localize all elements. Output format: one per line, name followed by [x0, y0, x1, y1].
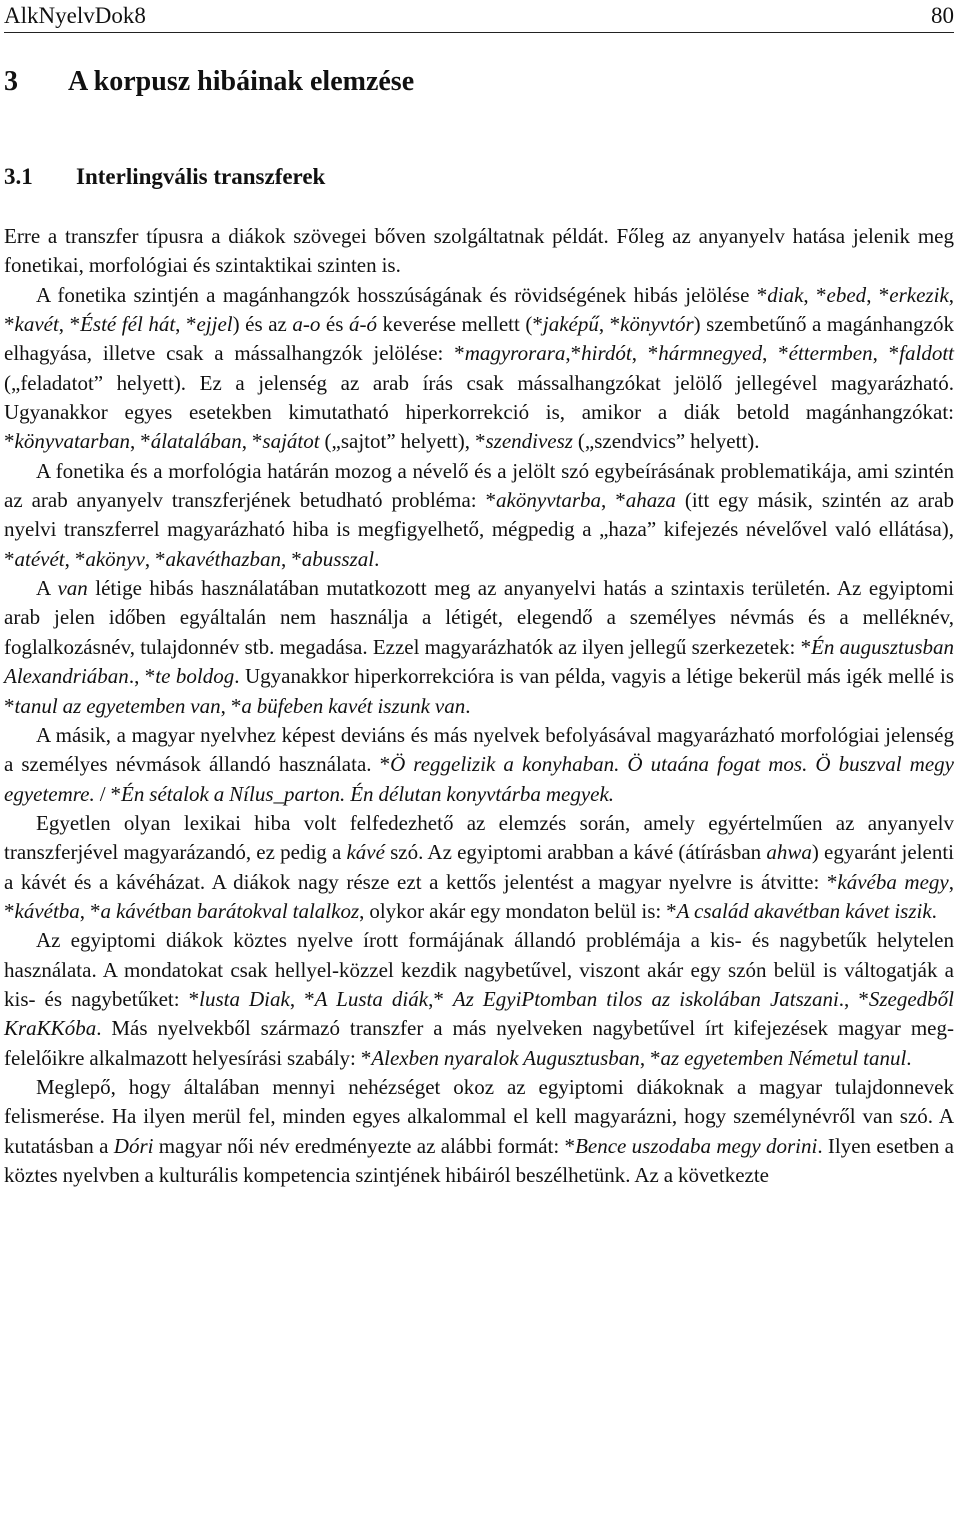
text-run: , * — [175, 312, 197, 337]
text-run: , * — [601, 488, 626, 513]
example-italic: Alexben nyaralok Augusztusban — [371, 1045, 640, 1070]
text-run: magyar női név eredményezte az alábbi formát: * — [153, 1133, 576, 1158]
example-italic: a büfeben kavét iszunk van — [241, 693, 466, 718]
text-run: , * — [762, 341, 789, 366]
example-italic: ahwa — [766, 840, 812, 865]
example-italic: hirdót — [581, 341, 632, 366]
example-italic: Bence uszodaba megy dorini — [575, 1133, 818, 1158]
text-run: , * — [220, 693, 242, 718]
text-run: . Ilyen esetben a köztes nyelvben a kulturális kompetencia szintjének hibáiról beszélhetünk. Az a következte — [4, 1133, 954, 1187]
example-italic: akavéthazban — [165, 546, 281, 571]
text-run: ) és az — [232, 312, 293, 337]
text-run: szó. Az egyiptomi arabban a kávé (átírásban — [384, 840, 767, 865]
text-run: , * — [4, 869, 954, 923]
text-run: ,* — [565, 341, 582, 366]
text-run: , * — [129, 429, 151, 454]
example-italic: szendivesz — [485, 429, 573, 454]
example-italic: Én sétalok a Nílus_parton. Én délutan konyvtárba megyek. — [121, 781, 615, 806]
example-italic: abusszal — [301, 546, 375, 571]
example-italic: van — [57, 576, 88, 601]
paragraph — [4, 457, 954, 574]
example-italic: atévét — [14, 546, 65, 571]
text-run: A fonetika szintjén a magánhangzók hosszúságának és rövidségének hibás jelölése * — [36, 282, 768, 307]
text-run: . — [931, 898, 937, 923]
paragraph — [4, 222, 954, 281]
example-italic: a-o — [292, 312, 321, 337]
text-run: , * — [281, 546, 302, 571]
text-run: A fonetika és a morfológia határán mozog a névelő és a jelölt szó egybeírásának problematikája, ami szintén az arab anyanyelv transzferjének betudható probléma: * — [4, 458, 954, 513]
example-italic: éttermben — [788, 341, 873, 366]
paragraph — [4, 721, 954, 809]
example-italic: Ö reggelizik a konyhaban. Ö utaána fogat mos. Ö buszval megy egyetemre. — [4, 752, 954, 806]
example-italic: a kávétban barátokval talalkoz — [100, 898, 360, 923]
text-run: ., * — [838, 986, 869, 1011]
section-number: 3 — [4, 66, 18, 97]
section-title: A korpusz hibáinak elemzése — [68, 66, 415, 97]
text-run: ,* — [428, 986, 453, 1011]
page-number: 80 — [931, 3, 954, 28]
text-run: ) szembetűnő a magánhangzók elhagyása, illetve csak a mássalhangzók jelölése: * — [4, 312, 955, 366]
text-run: , olykor akár egy mondaton belül is: * — [359, 898, 677, 923]
example-italic: Az EgyiPtomban tilos az iskolában Jatszani — [452, 986, 839, 1011]
example-italic: Én augusztusban Alexandriában — [4, 634, 954, 689]
paragraph — [4, 1073, 954, 1190]
paragraph — [4, 809, 954, 926]
text-run: , * — [872, 341, 900, 366]
text-run: . — [374, 546, 380, 571]
section-heading — [4, 66, 414, 98]
example-italic: akönyvtarba — [496, 488, 602, 513]
example-italic: diak — [767, 282, 804, 307]
text-run: ., * — [128, 664, 156, 689]
example-italic: kávétba — [14, 898, 80, 923]
example-italic: ejjel — [196, 312, 233, 337]
text-run: („szendvics” helyett). — [572, 429, 760, 454]
text-run: A másik, a magyar nyelvhez képest deviáns és más nyelvek befolyásával magyarázható morfológiai jelenség a személyes névmások állandó használata. * — [4, 722, 954, 777]
text-run: , * — [64, 546, 86, 571]
running-header — [4, 0, 954, 33]
example-italic: az egyetemben Németul tanul — [660, 1045, 907, 1070]
example-italic: á-ó — [348, 312, 377, 337]
text-run: , * — [598, 312, 621, 337]
example-italic: álatalában — [150, 429, 242, 454]
text-run: . — [906, 1045, 912, 1070]
example-italic: A család akavétban kávet iszik — [676, 898, 932, 923]
example-italic: Dóri — [113, 1133, 154, 1158]
text-run: , * — [803, 282, 827, 307]
text-run: , * — [144, 546, 166, 571]
paragraph — [4, 281, 954, 457]
text-run: , * — [289, 986, 315, 1011]
example-italic: Ésté fél hát — [80, 312, 176, 337]
example-italic: könyvatarban — [14, 429, 130, 454]
example-italic: kávéba megy — [837, 869, 949, 894]
text-run: ) egyaránt jelenti a kávét és a kávéházat. A diákok nagy része ezt a kettős jelentést a magyar nyelvre is átvitte: * — [4, 840, 955, 894]
text-run: keverése mellett (* — [376, 312, 543, 337]
text-run: Egyetlen olyan lexikai hiba volt felfedezhető az elemzés során, amely egyértelműen az anyanyelv transzferjével magyarázandó, ez pedig a — [4, 810, 954, 865]
text-run: / * — [94, 781, 121, 806]
text-run: és — [320, 312, 349, 337]
paragraph — [4, 926, 954, 1073]
text-run: („feladatot” helyett). Ez a jelenség az arab írás csak mássalhangzókat jelölő jellegével magyarázható. Ugyanakkor egyes esetekben kimutatható hiperkorrekció is, amikor a diák betold magánhangzókat: * — [4, 370, 954, 454]
paragraph — [4, 574, 954, 721]
example-italic: Szegedből KraKKóba — [4, 986, 955, 1041]
example-italic: könyvtór — [620, 312, 694, 337]
text-run: . — [465, 693, 471, 718]
example-italic: sajátot — [262, 429, 320, 454]
example-italic: A Lusta diák — [314, 986, 429, 1011]
example-italic: hármnegyed — [658, 341, 763, 366]
subsection-heading — [4, 164, 325, 190]
text-run: . Más nyelvekből származó transzfer a más nyelveken nagybetűvel írt kifejezések magyar megfelelőikre alkalmazott helyesírási szabály: * — [4, 1016, 954, 1070]
subsection-title: Interlingvális transzferek — [76, 164, 326, 189]
example-italic: te boldog — [155, 664, 235, 689]
text-run: , * — [866, 282, 890, 307]
doc-title: AlkNyelvDok8 — [4, 3, 146, 28]
example-italic: kavét — [14, 312, 59, 337]
example-italic: lusta Diak — [199, 986, 290, 1011]
text-run: , * — [4, 282, 955, 337]
example-italic: ebed — [826, 282, 867, 307]
text-run: , * — [241, 429, 263, 454]
example-italic: akönyv — [85, 546, 145, 571]
text-run: Erre a transzfer típusra a diákok szövegei bőven szolgáltatnak példát. Főleg az anyanyelv hatása jelenik meg fonetikai, morfológiai és szintaktikai szinten is. — [4, 224, 954, 278]
text-run: , * — [58, 312, 81, 337]
text-run: A — [36, 576, 58, 601]
example-italic: kávé — [346, 840, 385, 865]
example-italic: ahaza — [625, 488, 676, 513]
example-italic: tanul az egyetemben van — [14, 693, 221, 718]
example-italic: faldott — [899, 341, 955, 366]
subsection-number: 3.1 — [4, 164, 33, 189]
text-run: („sajtot” helyett), * — [319, 429, 486, 454]
example-italic: erkezik — [889, 282, 949, 307]
body-text — [4, 222, 954, 1190]
text-run: Az egyiptomi diákok köztes nyelve írott formájának állandó problémája a kis- és nagybetűk helytelen használata. A mondatokat csak hellyel-közzel kezdik nagybetűvel, viszont akár egy szón belül is váltogatják a kis- és nagybetűket: * — [4, 928, 954, 1011]
text-run: . Ugyanakkor hiperkorrekcióra is van példa, vagyis a létige bekerül más igék mellé is * — [4, 664, 954, 718]
text-run: , * — [79, 898, 101, 923]
text-run: (itt egy másik, szintén az arab nyelvi transzferrel magyarázható hiba is megfigyelhető, mégpedig a „haza” kifejezés névelővel való ellátása), * — [4, 488, 954, 571]
text-run: , * — [639, 1045, 661, 1070]
text-run: , * — [631, 341, 659, 366]
example-italic: jaképű — [542, 312, 599, 337]
example-italic: magyrorara — [464, 341, 566, 366]
text-run: Meglepő, hogy általában mennyi nehézséget okoz az egyiptomi diákoknak a magyar tulajdonnevek felismerése. Ha ilyen merül fel, minden egyes alkalommal el kell magyarázni, hogy személynévről van szó. A kutatásban a — [4, 1074, 954, 1158]
text-run: létige hibás használatában mutatkozott meg az anyanyelvi hatás a szintaxis területén. Az egyiptomi arab jelen időben egyáltalán nem használja a létigét, elegendő a személyes névmás és a melléknév, foglalkozásnév, tulajdonnév stb. megadása. Ezzel magyarázhatók az ilyen jellegű szerkezetek: * — [4, 576, 954, 659]
